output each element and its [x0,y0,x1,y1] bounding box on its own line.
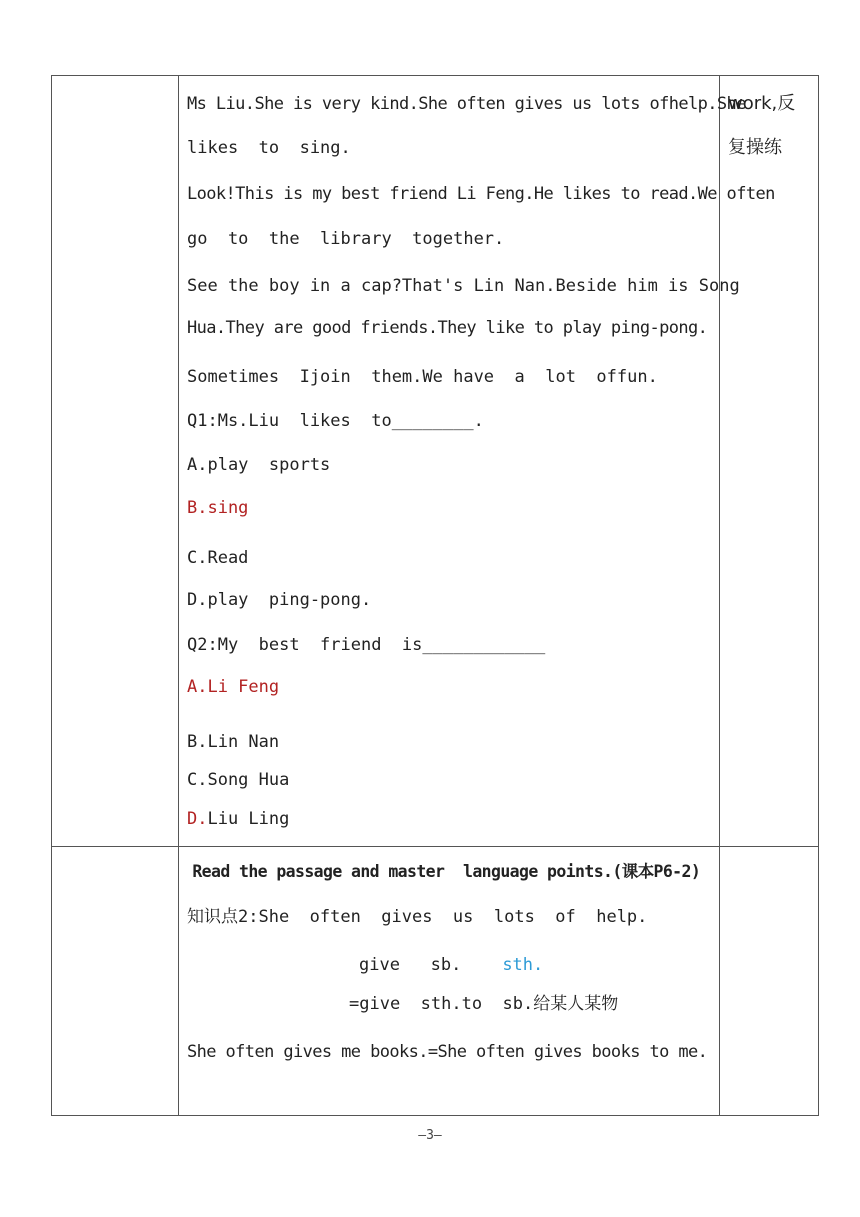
q2-option-d [187,809,289,829]
section-heading: Read the passage and master language points.(课本P6-2) [183,862,701,881]
pattern-equivalent: =give sth.to sb.给某人某物 [349,994,619,1014]
q2-option-d-text: Liu Ling [207,809,290,829]
knowledge-point: 知识点2:She often gives us lots of help. [187,907,648,927]
q1-option-d: D.play ping-pong. [187,590,372,610]
passage-line: likes to sing. [187,138,351,158]
pattern-give-sb: give sb. [359,955,462,975]
q1-question: Q1:Ms.Liu likes to________. [187,411,484,431]
table-row [52,847,819,1116]
table-row [52,76,819,847]
lesson-table [51,75,819,1116]
passage-line: Sometimes Ijoin them.We have a lot offun. [187,367,658,387]
passage-line: go to the library together. [187,229,505,249]
q1-option-b: B.sing [187,498,249,518]
q1-option-c: C.Read [187,548,249,568]
table-cell-empty [52,76,179,847]
q2-option-b: B.Lin Nan [187,732,280,752]
q2-option-d-letter: D. [187,809,208,829]
language-points-cell [179,847,720,1116]
page-number: —3— [418,1128,442,1143]
q1-option-a: A.play sports [187,455,331,475]
passage-line: See the boy in a cap?That's Lin Nan.Beside him is Song [187,276,740,296]
passage-line: Look!This is my best friend Li Feng.He likes to read.We often [187,184,775,204]
pattern-sth: sth. [502,955,544,975]
table-cell-empty [720,847,819,1116]
q2-question: Q2:My best friend is____________ [187,635,546,655]
q2-option-c: C.Song Hua [187,770,290,790]
note-line: work,反 [728,93,796,114]
example-sentence: She often gives me books.=She often gives books to me. [187,1042,708,1062]
passage-line: Hua.They are good friends.They like to play ping-pong. [187,318,708,338]
note-cell [720,76,819,847]
note-line: 复操练 [728,137,782,158]
q2-option-a: A.Li Feng [187,677,280,697]
table-cell-empty [52,847,179,1116]
passage-line: Ms Liu.She is very kind.She often gives us lots ofhelp.She [187,94,746,114]
pattern-line [359,955,543,975]
